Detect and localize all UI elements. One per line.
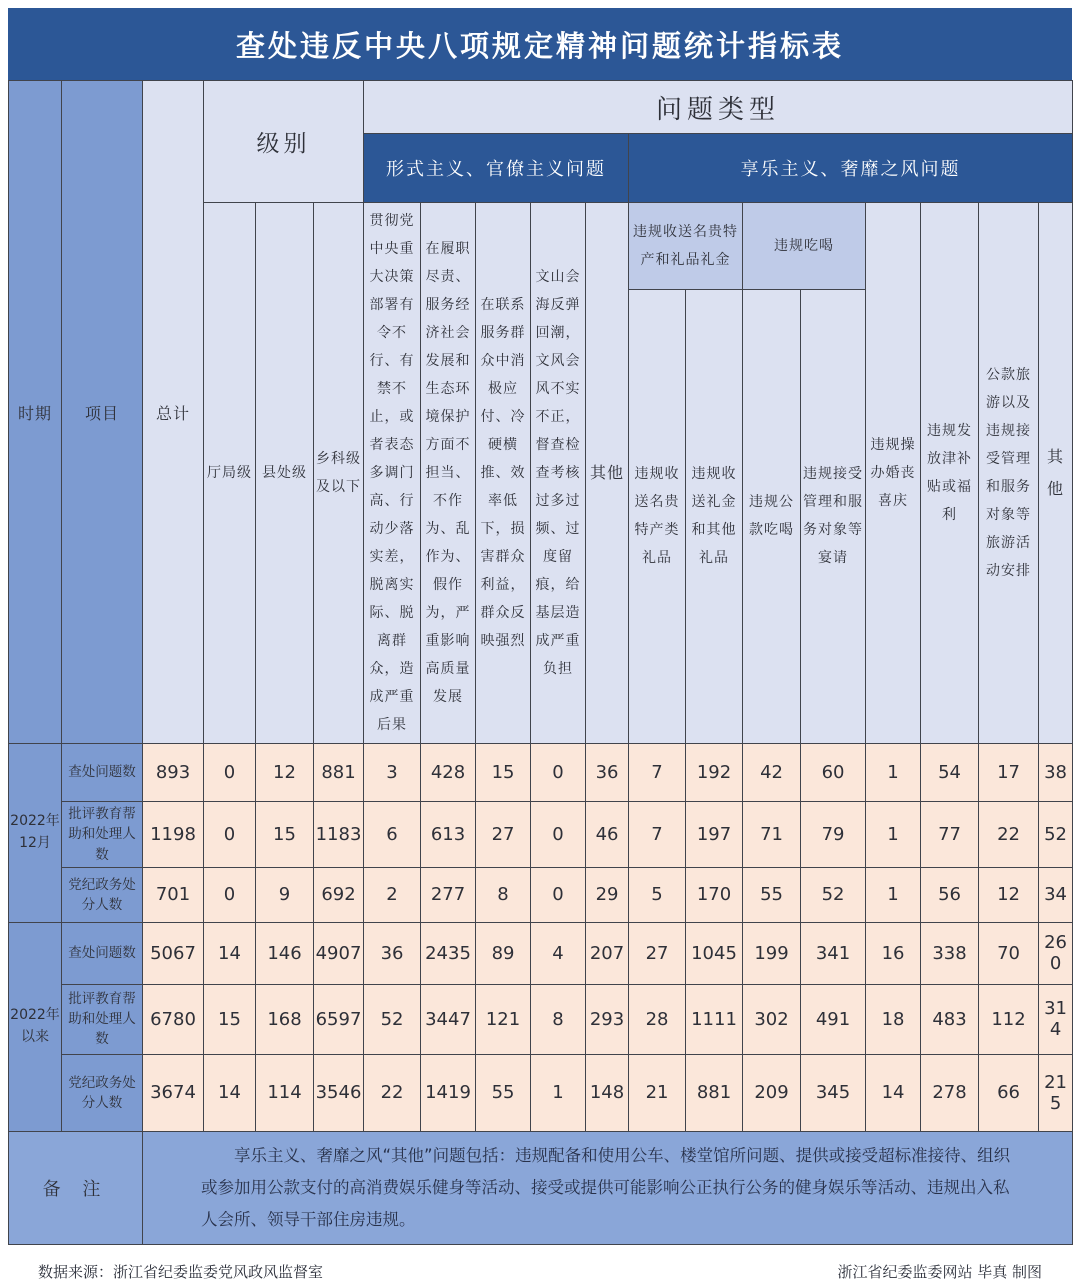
value-cell: 0: [531, 744, 586, 802]
col-header-level-ting: 厅局级: [204, 203, 256, 744]
value-cell: 893: [143, 744, 204, 802]
value-cell: 170: [686, 867, 743, 922]
value-cell: 197: [686, 802, 743, 868]
value-cell: 491: [801, 984, 866, 1054]
value-cell: 56: [921, 867, 979, 922]
value-cell: 36: [364, 922, 421, 984]
table-row: [9, 1054, 1073, 1131]
value-cell: 1111: [686, 984, 743, 1054]
value-cell: 5: [629, 867, 686, 922]
value-cell: 199: [743, 922, 801, 984]
col-group-problem-type: 问题类型: [364, 81, 1073, 134]
col-header-hedonism-wedding: 违规操办婚丧喜庆: [866, 203, 921, 744]
col-header-level-xiang: 乡科级及以下: [314, 203, 364, 744]
value-cell: 4: [531, 922, 586, 984]
value-cell: 7: [629, 802, 686, 868]
col-group-formalism: 形式主义、官僚主义问题: [364, 134, 629, 203]
table-header: [9, 81, 1073, 744]
value-cell: 7: [629, 744, 686, 802]
row-label: 党纪政务处分人数: [62, 867, 143, 922]
value-cell: 28: [629, 984, 686, 1054]
value-cell: 613: [421, 802, 476, 868]
value-cell: 60: [801, 744, 866, 802]
value-cell: 121: [476, 984, 531, 1054]
col-header-formalism-2: 在联系服务群众中消极应付、冷硬横推、效率低下，损害群众利益，群众反映强烈: [476, 203, 531, 744]
col-header-hedonism-subsidy: 违规发放津补贴或福利: [921, 203, 979, 744]
statistics-table: [8, 80, 1073, 1245]
value-cell: 2: [364, 867, 421, 922]
value-cell: 71: [743, 802, 801, 868]
value-cell: 16: [866, 922, 921, 984]
col-header-formalism-0: 贯彻党中央重大决策部署有令不行、有禁不止，或者表态多调门高、行动少落实差，脱离实际、脱离群众，造成严重后果: [364, 203, 421, 744]
value-cell: 148: [586, 1054, 629, 1131]
value-cell: 66: [979, 1054, 1039, 1131]
credit-label: 浙江省纪委监委网站 毕真 制图: [837, 1263, 1042, 1282]
col-header-item: 项目: [62, 81, 143, 744]
value-cell: 278: [921, 1054, 979, 1131]
value-cell: 12: [256, 744, 314, 802]
value-cell: 55: [743, 867, 801, 922]
value-cell: 18: [866, 984, 921, 1054]
col-header-hedonism-other: 其他: [1039, 203, 1073, 744]
value-cell: 14: [866, 1054, 921, 1131]
value-cell: 21: [629, 1054, 686, 1131]
col-header-formalism-other: 其他: [586, 203, 629, 744]
value-cell: 70: [979, 922, 1039, 984]
value-cell: 6780: [143, 984, 204, 1054]
value-cell: 54: [921, 744, 979, 802]
value-cell: 52: [364, 984, 421, 1054]
value-cell: 4907: [314, 922, 364, 984]
table-note: [9, 1131, 1073, 1245]
value-cell: 14: [204, 1054, 256, 1131]
period-cell: 2022年12月: [9, 744, 62, 923]
footer: [8, 1245, 1072, 1282]
value-cell: 22: [979, 802, 1039, 868]
value-cell: 9: [256, 867, 314, 922]
value-cell: 1198: [143, 802, 204, 868]
value-cell: 483: [921, 984, 979, 1054]
value-cell: 881: [314, 744, 364, 802]
row-label: 党纪政务处分人数: [62, 1054, 143, 1131]
value-cell: 17: [979, 744, 1039, 802]
value-cell: 209: [743, 1054, 801, 1131]
value-cell: 77: [921, 802, 979, 868]
value-cell: 112: [979, 984, 1039, 1054]
value-cell: 314: [1039, 984, 1073, 1054]
value-cell: 6: [364, 802, 421, 868]
table-row: [9, 867, 1073, 922]
value-cell: 3: [364, 744, 421, 802]
value-cell: 34: [1039, 867, 1073, 922]
value-cell: 1: [866, 744, 921, 802]
col-header-period: 时期: [9, 81, 62, 744]
value-cell: 341: [801, 922, 866, 984]
value-cell: 192: [686, 744, 743, 802]
value-cell: 27: [629, 922, 686, 984]
value-cell: 22: [364, 1054, 421, 1131]
value-cell: 146: [256, 922, 314, 984]
value-cell: 89: [476, 922, 531, 984]
table-row: [9, 802, 1073, 868]
col-group-dining: 违规吃喝: [743, 203, 866, 290]
data-source-label: 数据来源：浙江省纪委监委党风政风监督室: [38, 1263, 324, 1282]
value-cell: 3546: [314, 1054, 364, 1131]
value-cell: 3447: [421, 984, 476, 1054]
value-cell: 15: [256, 802, 314, 868]
value-cell: 0: [531, 802, 586, 868]
value-cell: 27: [476, 802, 531, 868]
col-header-hedonism-travel: 公款旅游以及违规接受管理和服务对象等旅游活动安排: [979, 203, 1039, 744]
value-cell: 1: [866, 802, 921, 868]
row-label: 批评教育帮助和处理人数: [62, 984, 143, 1054]
col-group-gifts: 违规收送名贵特产和礼品礼金: [629, 203, 743, 290]
period-cell: 2022年以来: [9, 922, 62, 1131]
value-cell: 3674: [143, 1054, 204, 1131]
value-cell: 52: [1039, 802, 1073, 868]
col-header-formalism-3: 文山会海反弹回潮，文风会风不实不正，督查检查考核过多过频、过度留痕，给基层造成严重负担: [531, 203, 586, 744]
value-cell: 114: [256, 1054, 314, 1131]
table-row: [9, 922, 1073, 984]
value-cell: 1: [531, 1054, 586, 1131]
row-label: 查处问题数: [62, 922, 143, 984]
note-text: 享乐主义、奢靡之风“其他”问题包括：违规配备和使用公车、楼堂馆所问题、提供或接受超标准接待、组织或参加用公款支付的高消费娱乐健身等活动、接受或提供可能影响公正执行公务的健身娱乐等活动、违规出入私人会所、领导干部住房违规。: [143, 1131, 1073, 1245]
col-group-hedonism: 享乐主义、奢靡之风问题: [629, 134, 1073, 203]
value-cell: 0: [531, 867, 586, 922]
value-cell: 8: [476, 867, 531, 922]
value-cell: 168: [256, 984, 314, 1054]
col-header-total: 总计: [143, 81, 204, 744]
value-cell: 701: [143, 867, 204, 922]
value-cell: 215: [1039, 1054, 1073, 1131]
value-cell: 15: [476, 744, 531, 802]
value-cell: 46: [586, 802, 629, 868]
value-cell: 1: [866, 867, 921, 922]
value-cell: 1045: [686, 922, 743, 984]
col-header-hedonism-banquet: 违规接受管理和服务对象等宴请: [801, 289, 866, 743]
value-cell: 207: [586, 922, 629, 984]
value-cell: 302: [743, 984, 801, 1054]
col-header-formalism-1: 在履职尽责、服务经济社会发展和生态环境保护方面不担当、不作为、乱作为、假作为，严重影响高质量发展: [421, 203, 476, 744]
value-cell: 0: [204, 867, 256, 922]
value-cell: 0: [204, 802, 256, 868]
value-cell: 428: [421, 744, 476, 802]
page-title: 查处违反中央八项规定精神问题统计指标表: [8, 8, 1072, 80]
table-row: [9, 984, 1073, 1054]
value-cell: 293: [586, 984, 629, 1054]
value-cell: 881: [686, 1054, 743, 1131]
table-body: [9, 744, 1073, 1132]
value-cell: 338: [921, 922, 979, 984]
col-header-hedonism-public-dining: 违规公款吃喝: [743, 289, 801, 743]
value-cell: 6597: [314, 984, 364, 1054]
col-header-hedonism-specialty-gifts: 违规收送名贵特产类礼品: [629, 289, 686, 743]
value-cell: 79: [801, 802, 866, 868]
value-cell: 15: [204, 984, 256, 1054]
col-header-level-xian: 县处级: [256, 203, 314, 744]
value-cell: 260: [1039, 922, 1073, 984]
row-label: 批评教育帮助和处理人数: [62, 802, 143, 868]
value-cell: 36: [586, 744, 629, 802]
value-cell: 277: [421, 867, 476, 922]
value-cell: 0: [204, 744, 256, 802]
row-label: 查处问题数: [62, 744, 143, 802]
value-cell: 52: [801, 867, 866, 922]
value-cell: 692: [314, 867, 364, 922]
infographic-panel: [8, 8, 1072, 1282]
value-cell: 5067: [143, 922, 204, 984]
value-cell: 55: [476, 1054, 531, 1131]
value-cell: 29: [586, 867, 629, 922]
table-row: [9, 744, 1073, 802]
value-cell: 1419: [421, 1054, 476, 1131]
note-label: 备 注: [9, 1131, 143, 1245]
value-cell: 1183: [314, 802, 364, 868]
col-header-hedonism-cash-gifts: 违规收送礼金和其他礼品: [686, 289, 743, 743]
value-cell: 14: [204, 922, 256, 984]
value-cell: 12: [979, 867, 1039, 922]
value-cell: 38: [1039, 744, 1073, 802]
value-cell: 2435: [421, 922, 476, 984]
value-cell: 345: [801, 1054, 866, 1131]
value-cell: 8: [531, 984, 586, 1054]
col-group-level: 级别: [204, 81, 364, 203]
value-cell: 42: [743, 744, 801, 802]
